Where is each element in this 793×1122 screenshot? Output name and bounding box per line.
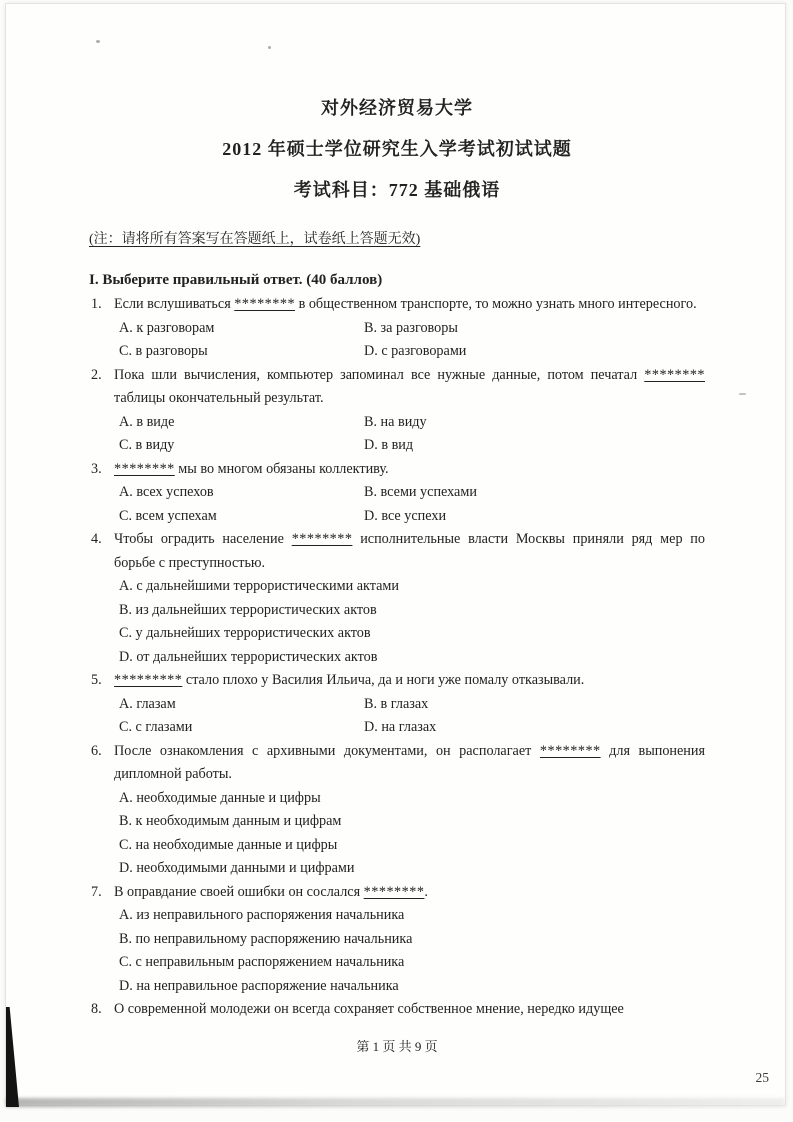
question: [89, 881, 705, 999]
option: B. за разговоры: [364, 319, 458, 336]
option: B. из дальнейших террористических актов: [119, 601, 377, 618]
question-text: После ознакомления с архивными документами, он располагает ******** для выпонения дипломной работы.: [114, 742, 706, 782]
question-number: 7.: [91, 883, 102, 900]
options-group: [114, 904, 705, 998]
options-group: [114, 481, 705, 528]
option: D. в вид: [364, 437, 414, 453]
question-text: Если вслушиваться ******** в общественном транспорте, то можно узнать много интересного.: [114, 296, 697, 312]
options-group: [114, 787, 705, 881]
paper-sheet: [5, 3, 786, 1106]
question-number: 4.: [91, 531, 102, 547]
question-text: Пока шли вычисления, компьютер запоминал все нужные данные, потом печатал ******** таблицы окончательный результат.: [114, 366, 705, 406]
option: A. к разговорам: [119, 319, 215, 336]
question: [89, 669, 705, 740]
question-text: Чтобы оградить население ******** исполнительные власти Москвы приняли ряд мер по борьбе с преступностью.: [114, 531, 705, 571]
option: B. по неправильному распоряжению начальника: [119, 930, 413, 947]
question: [89, 528, 705, 669]
exam-title: 2012 年硕士学位研究生入学考试初试试题: [222, 139, 572, 159]
question: [89, 740, 705, 881]
option: C. с глазами: [119, 719, 193, 735]
option: A. в виде: [119, 413, 175, 430]
answer-blank: ********: [234, 296, 296, 312]
option: D. на глазах: [364, 719, 437, 735]
option: D. с разговорами: [364, 343, 467, 359]
answer-blank: ********: [291, 531, 353, 547]
scan-shadow: [6, 1098, 785, 1107]
options-group: [114, 575, 705, 669]
options-group: [114, 411, 705, 458]
answer-blank: ********: [539, 742, 601, 759]
section-heading: I. Выберите правильный ответ. (40 баллов): [89, 272, 383, 288]
question-text: ******** мы во многом обязаны коллективу.: [114, 460, 389, 477]
question: [89, 293, 705, 364]
option: C. всем успехам: [119, 507, 217, 524]
instruction-note: [89, 228, 705, 248]
option: C. в виду: [119, 437, 175, 453]
question-number: 2.: [91, 366, 102, 383]
option: A. необходимые данные и цифры: [119, 789, 321, 806]
question: [89, 364, 705, 458]
option: A. из неправильного распоряжения начальника: [119, 907, 405, 923]
question-number: 6.: [91, 742, 102, 759]
scan-artifact-wedge: [6, 1007, 19, 1107]
option: B. на виду: [364, 413, 427, 430]
answer-blank: ********: [644, 366, 705, 383]
option: A. всех успехов: [119, 484, 214, 500]
option: D. от дальнейших террористических актов: [119, 648, 378, 665]
book-page-number: 25: [755, 1070, 769, 1085]
question-number: 8.: [91, 1001, 102, 1017]
subject-title: 考试科目：772 基础俄语: [293, 180, 501, 200]
option: D. необходимыми данными и цифрами: [119, 860, 355, 876]
option: C. с неправильным распоряжением начальника: [119, 954, 405, 970]
option: A. с дальнейшими террористическими актами: [119, 578, 399, 594]
question: [89, 998, 705, 1022]
question-text: ********* стало плохо у Василия Ильича, да и ноги уже помалу отказывали.: [114, 672, 585, 688]
page-footer: 第 1 页 共 9 页: [356, 1038, 438, 1054]
question-text: В оправдание своей ошибки он сослался ********.: [114, 883, 428, 900]
university-title: 对外经济贸易大学: [321, 98, 473, 118]
question-number: 5.: [91, 672, 102, 688]
scan-noise: [268, 46, 271, 49]
answer-blank: *********: [114, 672, 183, 688]
scan-noise: [739, 393, 746, 395]
answer-blank: ********: [363, 883, 425, 900]
page-content: [89, 94, 705, 1055]
questions-list: [89, 293, 705, 1022]
scan-noise: [96, 40, 100, 43]
question-text: О современной молодежи он всегда сохраняет собственное мнение, нередко идущее: [114, 1001, 624, 1017]
option: B. к необходимым данным и цифрам: [119, 813, 342, 829]
option: C. на необходимые данные и цифры: [119, 836, 338, 853]
option: A. глазам: [119, 695, 176, 712]
option: D. все успехи: [364, 507, 447, 524]
option: D. на неправильное распоряжение начальника: [119, 977, 399, 994]
option: B. всеми успехами: [364, 484, 477, 500]
answer-blank: ********: [114, 460, 175, 477]
question-number: 3.: [91, 460, 102, 477]
option: B. в глазах: [364, 695, 429, 712]
question: [89, 458, 705, 529]
options-group: [114, 317, 705, 364]
question-number: 1.: [91, 296, 102, 312]
options-group: [114, 693, 705, 740]
option: C. у дальнейших террористических актов: [119, 625, 371, 641]
instruction-note-text: (注：请将所有答案写在答题纸上，试卷纸上答题无效): [89, 232, 421, 247]
option: C. в разговоры: [119, 343, 208, 359]
